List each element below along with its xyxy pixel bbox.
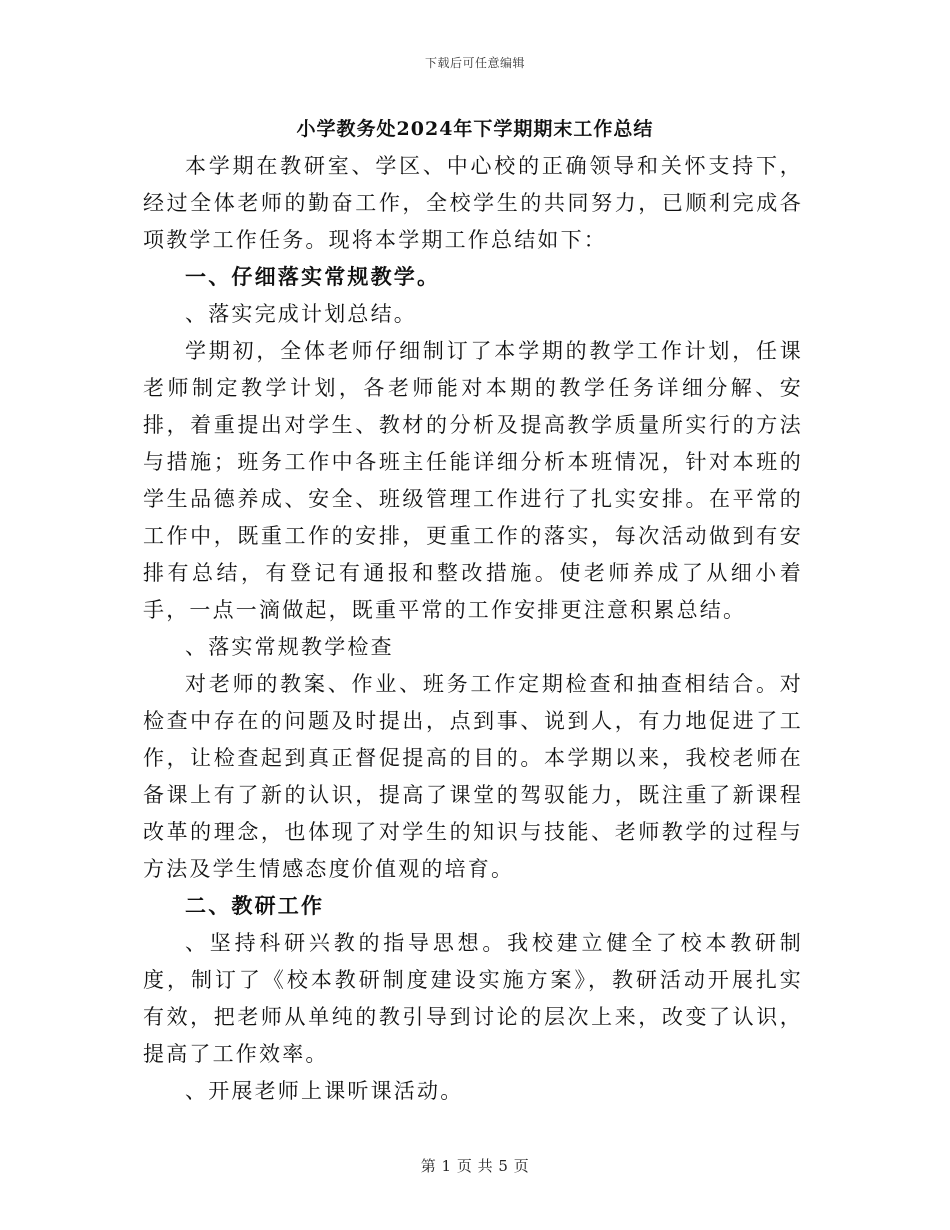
subsection-heading-2: 、落实常规教学检查 xyxy=(185,635,394,659)
body-paragraph-2: 对老师的教案、作业、班务工作定期检查和抽查相结合。对检查中存在的问题及时提出，点到事、说到人，有力地促进了工作，让检查起到真正督促提高的目的。本学期以来，我校老师在备课上有了新的认识，提高了课堂的驾驭能力，既注重了新课程改革的理念，也体现了对学生的知识与技能、老师教学的过程与方法及学生情感态度价值观的培育。 xyxy=(143,672,803,881)
document-title: 小学教务处2024年下学期期末工作总结 xyxy=(296,118,654,140)
intro-paragraph: 本学期在教研室、学区、中心校的正确领导和关怀支持下，经过全体老师的勤奋工作，全校学生的共同努力，已顺利完成各项教学工作任务。现将本学期工作总结如下： xyxy=(143,154,803,252)
subsection-heading-1: 、落实完成计划总结。 xyxy=(185,302,417,326)
page-footer: 第 1 页 共 5 页 xyxy=(420,1157,530,1175)
section-heading-1: 一、仔细落实常规教学。 xyxy=(185,265,441,289)
section-heading-2: 二、教研工作 xyxy=(185,894,325,918)
body-paragraph-1: 学期初，全体老师仔细制订了本学期的教学工作计划，任课老师制定教学计划，各老师能对本期的教学任务详细分解、安排，着重提出对学生、教材的分析及提高教学质量所实行的方法与措施；班务工作中各班主任能详细分析本班情况，针对本班的学生品德养成、安全、班级管理工作进行了扎实安排。在平常的工作中，既重工作的安排，更重工作的落实，每次活动做到有安排有总结，有登记有通报和整改措施。使老师养成了从细小着手，一点一滴做起，既重平常的工作安排更注意积累总结。 xyxy=(143,339,803,622)
body-paragraph-3: 、坚持科研兴教的指导思想。我校建立健全了校本教研制度，制订了《校本教研制度建设实施方案》，教研活动开展扎实有效，把老师从单纯的教引导到讨论的层次上来，改变了认识，提高了工作效率。 xyxy=(143,931,803,1066)
subsection-heading-3: 、开展老师上课听课活动。 xyxy=(185,1079,464,1103)
header-note: 下载后可任意编辑 xyxy=(424,56,525,70)
document-body xyxy=(143,148,803,1110)
